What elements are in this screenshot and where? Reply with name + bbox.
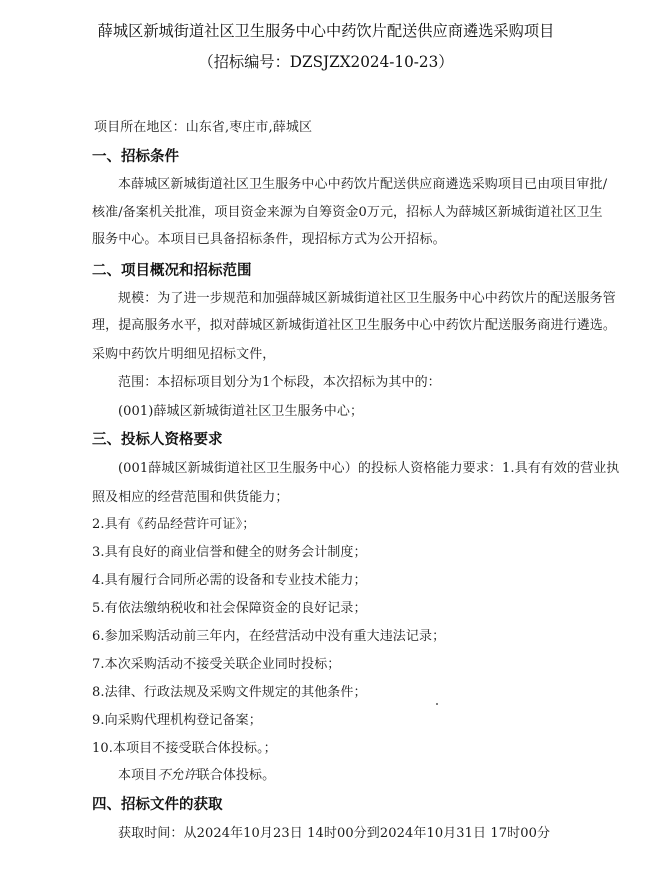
section-3-line: 6.参加采购活动前三年内，在经营活动中没有重大违法记录； [92, 629, 446, 644]
section-2-line: 理，提高服务水平，拟对薛城区新城街道社区卫生服务中心中药饮片配送服务商进行遴选。 [92, 318, 617, 333]
joint-bid-note-prefix: 本项目 [118, 768, 158, 783]
section-1-line: 本薛城区新城街道社区卫生服务中心中药饮片配送供应商遴选采购项目已由项目审批/ [118, 177, 608, 192]
section-3-line: 3.具有良好的商业信誉和健全的财务会计制度； [92, 545, 367, 560]
section-3-line: 5.有依法缴纳税收和社会保障资金的良好记录； [92, 601, 367, 616]
section-3-line: 照及相应的经营范围和供货能力； [92, 490, 289, 505]
section-2-line: (001)薛城区新城街道社区卫生服务中心； [118, 404, 364, 419]
section-3-line: (001薛城区新城街道社区卫生服务中心）的投标人资格能力要求：1.具有有效的营业执 [118, 461, 620, 476]
section-4-line: 获取时间：从2024年10月23日 14时00分到2024年10月31日 17时00分 [118, 826, 551, 841]
scan-speck [436, 703, 438, 705]
section-3-heading: 三、投标人资格要求 [92, 432, 223, 448]
section-3-line: 2.具有《药品经营许可证》； [92, 517, 256, 532]
section-2-line: 范围：本招标项目划分为1个标段，本次招标为其中的： [118, 375, 441, 390]
joint-bid-note-suffix: 联合体投标。 [196, 768, 276, 783]
project-location: 项目所在地区：山东省,枣庄市,薛城区 [94, 120, 313, 135]
section-3-line: 7.本次采购活动不接受关联企业同时投标； [92, 657, 341, 672]
document-title: 薛城区新城街道社区卫生服务中心中药饮片配送供应商遴选采购项目 [97, 22, 555, 40]
section-2-line: 规模：为了进一步规范和加强薛城区新城街道社区卫生服务中心中药饮片的配送服务管 [118, 291, 616, 306]
joint-bid-note-emphasis: 不允许 [157, 768, 197, 783]
section-3-line: 9.向采购代理机构登记备案； [92, 713, 262, 728]
section-2-heading: 二、项目概况和招标范围 [92, 263, 252, 279]
tender-number: （招标编号：DZSJZX2024-10-23） [198, 53, 454, 71]
section-4-heading: 四、招标文件的获取 [92, 797, 223, 813]
section-3-line: 8.法律、行政法规及采购文件规定的其他条件； [92, 685, 367, 700]
section-2-line: 采购中药饮片明细见招标文件， [92, 347, 276, 362]
joint-bid-note [118, 767, 275, 785]
section-1-line: 核准/备案机关批准，项目资金来源为自筹资金0万元，招标人为薛城区新城街道社区卫生 [92, 205, 603, 220]
section-3-line: 4.具有履行合同所必需的设备和专业技术能力； [92, 573, 367, 588]
section-1-line: 服务中心。本项目已具备招标条件，现招标方式为公开招标。 [92, 232, 446, 247]
section-1-heading: 一、招标条件 [92, 149, 179, 165]
section-3-line: 10.本项目不接受联合体投标。； [92, 741, 277, 756]
